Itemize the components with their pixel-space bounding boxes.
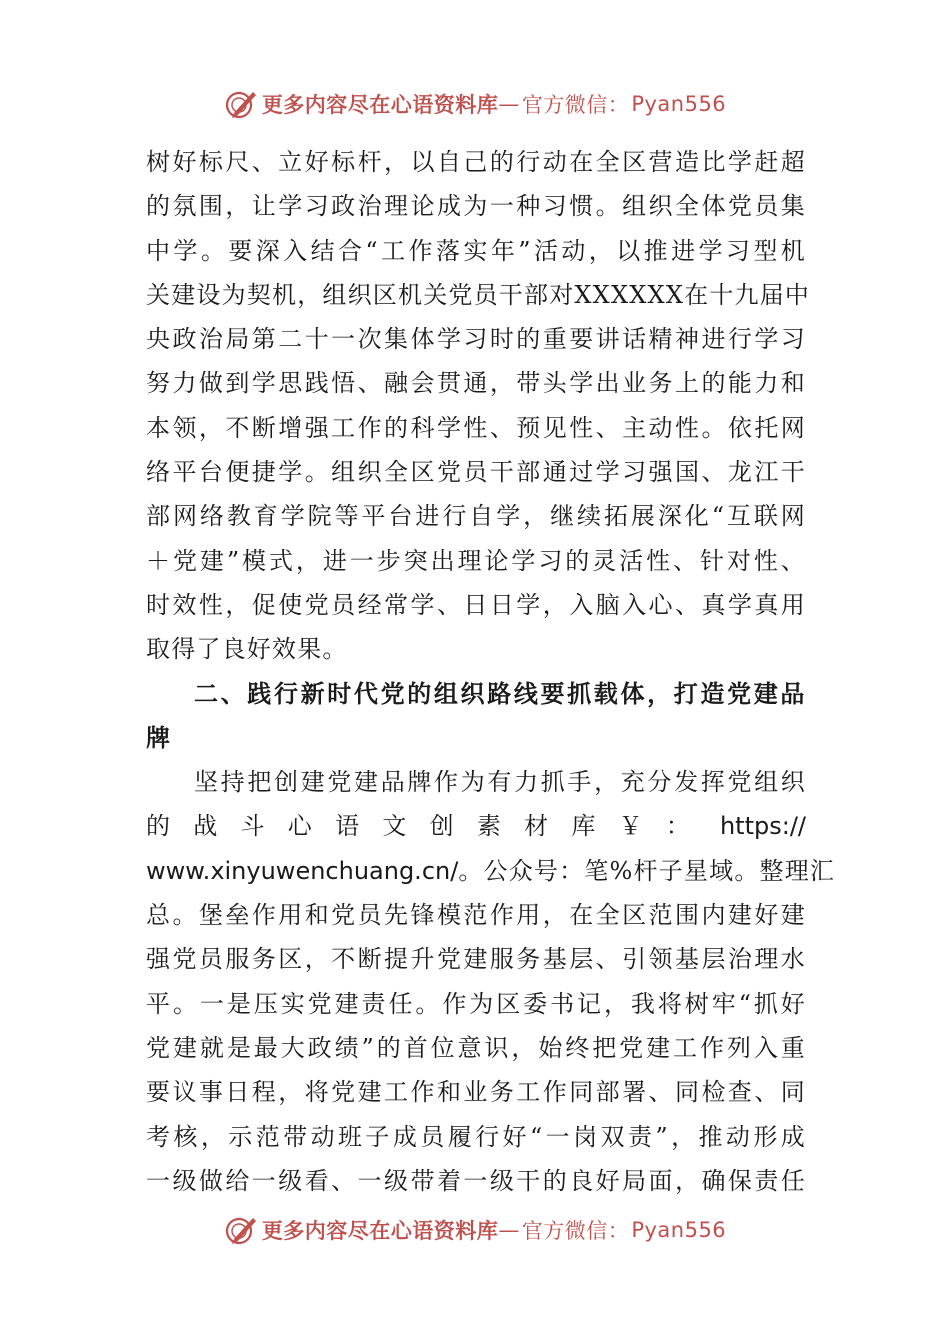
body-line: 努力做到学思践悟、融会贯通，带头学出业务上的能力和 [146,369,806,398]
banner-dash: — [498,92,520,116]
body-line: 本领，不断增强工作的科学性、预见性、主动性。依托网 [146,413,806,442]
body-line: 树好标尺、立好标杆，以自己的行动在全区营造比学赶超 [146,148,806,176]
url-fragment: https:// [719,812,806,841]
section-heading: 二、践行新时代党的组织路线要抓载体，打造党建品 [194,678,806,708]
body-line: 中学。要深入结合“工作落实年”活动，以推进学习型机 [146,236,806,265]
body-line: 党建就是最大政绩”的首位意识，始终把党建工作列入重 [146,1033,806,1062]
spread-char: 战 [193,812,218,841]
pen-logo-icon [224,1213,258,1247]
body-line: ＋党建”模式，进一步突出理论学习的灵活性、针对性、 [146,546,806,575]
body-line: 央政治局第二十一次集体学习时的重要讲话精神进行学习 [146,325,806,354]
body-line: 要议事日程，将党建工作和业务工作同部署、同检查、同 [146,1078,806,1107]
body-line-with-url [146,849,836,893]
body-line: 考核，示范带动班子成员履行好“一岗双责”，推动形成 [146,1122,806,1151]
body-line: 时效性，促使党员经常学、日日学，入脑入心、真学真用 [146,590,806,619]
body-line: 取得了良好效果。 [146,635,348,664]
banner-sub-text: 官方微信： [521,1219,630,1243]
body-text: 。公众号：笔%杆子星域。整理汇 [458,856,836,885]
spread-char: 心 [287,812,312,841]
document-body [146,140,836,1203]
body-line-with-url [146,804,806,848]
body-line: 络平台便捷学。组织全区党员干部通过学习强国、龙江干 [146,458,806,487]
section-heading-cont: 牌 [146,722,172,752]
body-line: 平。一是压实党建责任。作为区委书记，我将树牢“抓好 [146,989,806,1018]
body-line: 部网络教育学院等平台进行自学，继续拓展深化“互联网 [146,502,806,531]
banner-sub-text: 官方微信： [521,93,630,117]
banner-main-text: 更多内容尽在心语资料库 [261,93,499,117]
spread-char: 的 [146,812,170,841]
url-fragment: www.xinyuwenchuang.cn/ [146,856,459,885]
body-line: 关建设为契机，组织区机关党员干部对XXXXXX在十九届中 [146,280,811,309]
spread-text [146,804,720,848]
spread-char: 文 [382,812,407,841]
spread-char: ： [665,812,690,841]
body-line: 强党员服务区，不断提升党建服务基层、引领基层治理水 [146,945,806,974]
body-line: 总。堡垒作用和党员先锋模范作用，在全区范围内建好建 [146,901,806,930]
banner-wechat-id: Pyan556 [631,92,727,116]
banner-wechat-id: Pyan556 [631,1218,727,1242]
spread-char: 材 [524,812,549,841]
spread-char: 素 [476,812,501,841]
footer-banner [0,1210,950,1250]
header-banner [0,84,950,124]
banner-main-text: 更多内容尽在心语资料库 [261,1219,499,1243]
spread-char: ￥ [618,812,643,841]
banner-dash: — [498,1218,520,1242]
spread-char: 库 [571,812,596,841]
spread-char: 斗 [240,812,265,841]
pen-logo-icon [224,87,258,121]
body-line: 的氛围，让学习政治理论成为一种习惯。组织全体党员集 [146,192,806,221]
spread-char: 创 [429,812,454,841]
spread-char: 语 [335,812,360,841]
body-line: 坚持把创建党建品牌作为有力抓手，充分发挥党组织 [194,768,806,797]
body-line: 一级做给一级看、一级带着一级干的良好局面，确保责任 [146,1166,806,1195]
